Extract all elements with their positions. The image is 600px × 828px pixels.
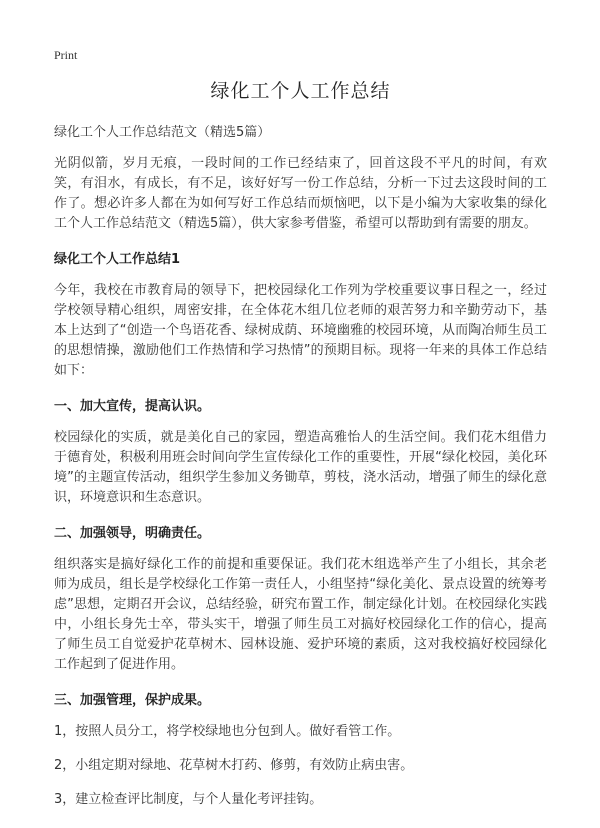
paragraph-publicity: 校园绿化的实质，就是美化自己的家园，塑造高雅怡人的生活空间。我们花木组借力于德育处，积极利用班会时间向学生宣传绿化工作的重要性，开展“绿化校园，美化环境”的主题宣传活动，组织学生参加义务锄草，剪枝，浇水活动，增强了师生的绿化意识，环境意识和生态意识。 [54, 430, 547, 505]
list-item: 2，小组定期对绿地、花草树木打药、修剪，有效防止病虫害。 [54, 758, 414, 773]
list-item: 1，按照人员分工，将学校绿地也分包到人。做好看管工作。 [54, 724, 401, 739]
intro-paragraph: 光阴似箭，岁月无痕，一段时间的工作已经结束了，回首这段不平凡的时间，有欢笑，有泪水，有成长，有不足，该好好写一份工作总结，分析一下过去这段时间的工作了。想必许多人都在为如何写好工作总结而烦恼吧，以下是小编为大家收集的绿化工个人工作总结范文（精选5篇），供大家参考借鉴，希望可以帮助到有需要的朋友。 [54, 156, 547, 231]
paragraph-leadership: 组织落实是搞好绿化工作的前提和重要保证。我们花木组选举产生了小组长，其余老师为成员，组长是学校绿化工作第一责任人，小组坚持“绿化美化、景点设置的统筹考虑”思想，定期召开会议，总结经验，研究布置工作，制定绿化计划。在校园绿化实践中，小组长身先士卒，带头实干，增强了师生员工对搞好校园绿化工作的信心，提高了师生员工自觉爱护花草树木、园林设施、爱护环境的素质，这对我校搞好校园绿化工作起到了促进作用。 [54, 557, 547, 672]
page-title: 绿化工个人工作总结 [210, 80, 391, 102]
print-link[interactable]: Print [54, 48, 78, 62]
document-body [54, 76, 547, 824]
section-paragraph-1: 今年，我校在市教育局的领导下，把校园绿化工作列为学校重要议事日程之一，经过学校领导精心组织，周密安排，在全体花木组几位老师的艰苦努力和辛勤劳动下，基本上达到了“创造一个鸟语花香、绿树成荫、环境幽雅的校园环境，从而陶冶师生员工的思想情操，激励他们工作热情和学习热情”的预期目标。现将一年来的具体工作总结如下： [54, 283, 547, 378]
subheading-management: 三、加强管理，保护成果。 [54, 693, 211, 708]
subheading-publicity: 一、加大宣传，提高认识。 [54, 399, 211, 414]
document-subtitle: 绿化工个人工作总结范文（精选5篇） [54, 125, 271, 140]
list-item: 3，建立检查评比制度，与个人量化考评挂钩。 [54, 792, 323, 807]
subheading-leadership: 二、加强领导，明确责任。 [54, 526, 211, 541]
section-heading-1: 绿化工个人工作总结1 [54, 252, 181, 267]
